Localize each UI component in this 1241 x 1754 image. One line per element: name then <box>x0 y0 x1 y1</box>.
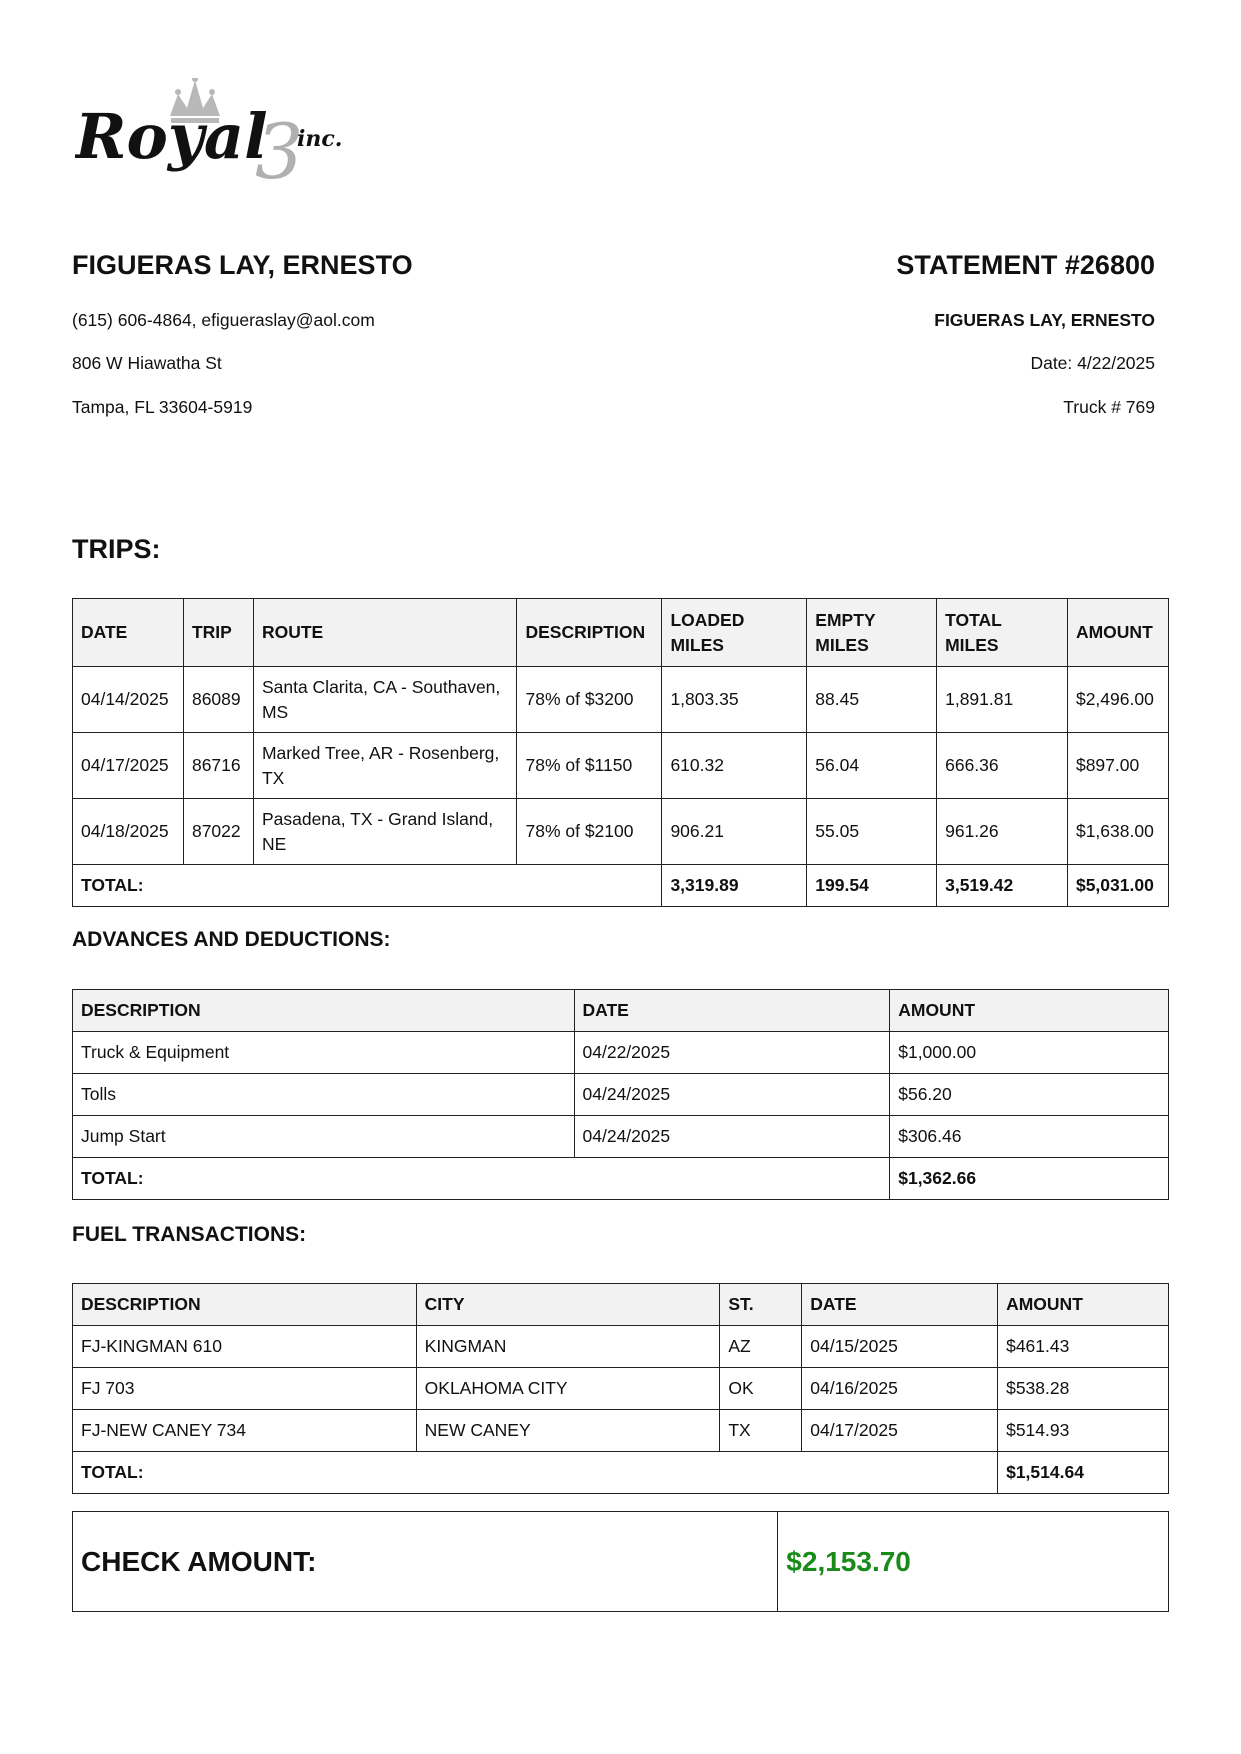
total-amount: $1,362.66 <box>890 1158 1169 1200</box>
cell: KINGMAN <box>416 1326 720 1368</box>
cell: NEW CANEY <box>416 1410 720 1452</box>
total-amount: $1,514.64 <box>998 1452 1169 1494</box>
cell: Jump Start <box>73 1116 575 1158</box>
table-row <box>73 1410 1169 1452</box>
cell: 1,891.81 <box>937 667 1068 733</box>
cell: TX <box>720 1410 802 1452</box>
total-row <box>73 1452 1169 1494</box>
cell: Marked Tree, AR - Rosenberg, TX <box>253 733 517 799</box>
column-header: ST. <box>720 1284 802 1326</box>
svg-text:3: 3 <box>255 107 304 190</box>
table-row <box>73 1116 1169 1158</box>
column-header: EMPTY MILES <box>807 599 937 667</box>
fuel-table <box>72 1283 1169 1494</box>
trips-table <box>72 598 1169 907</box>
statement-date: Date: 4/22/2025 <box>1030 353 1155 373</box>
column-header: DESCRIPTION <box>73 990 575 1032</box>
total-row <box>73 865 1169 907</box>
total-label: TOTAL: <box>73 865 662 907</box>
column-header: TRIP <box>183 599 253 667</box>
advances-heading: ADVANCES AND DEDUCTIONS: <box>72 928 391 951</box>
cell: 610.32 <box>662 733 807 799</box>
cell: OK <box>720 1368 802 1410</box>
check-amount-value: $2,153.70 <box>778 1512 1169 1612</box>
fuel-heading: FUEL TRANSACTIONS: <box>72 1223 307 1246</box>
statement-title: STATEMENT #26800 <box>896 250 1155 280</box>
cell: 78% of $3200 <box>517 667 662 733</box>
advances-table <box>72 989 1169 1200</box>
cell: 04/17/2025 <box>802 1410 998 1452</box>
column-header: DESCRIPTION <box>517 599 662 667</box>
cell: AZ <box>720 1326 802 1368</box>
svg-text:inc.: inc. <box>297 126 343 152</box>
truck-number: Truck # 769 <box>1063 397 1155 417</box>
svg-text:Royal: Royal <box>75 100 268 173</box>
cell: 906.21 <box>662 799 807 865</box>
driver-address-2: Tampa, FL 33604-5919 <box>72 397 253 417</box>
trips-heading: TRIPS: <box>72 534 161 564</box>
cell: 04/24/2025 <box>574 1074 890 1116</box>
column-header: DATE <box>802 1284 998 1326</box>
column-header: AMOUNT <box>1067 599 1168 667</box>
cell: $2,496.00 <box>1067 667 1168 733</box>
column-header: DATE <box>73 599 184 667</box>
total-label: TOTAL: <box>73 1452 998 1494</box>
driver-name: FIGUERAS LAY, ERNESTO <box>72 250 413 280</box>
cell: 1,803.35 <box>662 667 807 733</box>
cell: 04/16/2025 <box>802 1368 998 1410</box>
column-header: DATE <box>574 990 890 1032</box>
cell: $538.28 <box>998 1368 1169 1410</box>
cell: 666.36 <box>937 733 1068 799</box>
column-header: ROUTE <box>253 599 517 667</box>
cell: 04/24/2025 <box>574 1116 890 1158</box>
table-row <box>73 733 1169 799</box>
cell: FJ-NEW CANEY 734 <box>73 1410 417 1452</box>
cell: $306.46 <box>890 1116 1169 1158</box>
cell: 86089 <box>183 667 253 733</box>
table-header-row <box>73 599 1169 667</box>
cell: 78% of $2100 <box>517 799 662 865</box>
total-miles: 3,519.42 <box>937 865 1068 907</box>
cell: OKLAHOMA CITY <box>416 1368 720 1410</box>
table-row <box>73 1074 1169 1116</box>
total-label: TOTAL: <box>73 1158 890 1200</box>
cell: 961.26 <box>937 799 1068 865</box>
cell: 88.45 <box>807 667 937 733</box>
statement-name: FIGUERAS LAY, ERNESTO <box>934 310 1155 330</box>
table-row <box>73 1326 1169 1368</box>
cell: $56.20 <box>890 1074 1169 1116</box>
cell: Tolls <box>73 1074 575 1116</box>
cell: Santa Clarita, CA - Southaven, MS <box>253 667 517 733</box>
table-row <box>73 1368 1169 1410</box>
total-row <box>73 1158 1169 1200</box>
cell: 87022 <box>183 799 253 865</box>
table-row <box>73 799 1169 865</box>
cell: 56.04 <box>807 733 937 799</box>
column-header: DESCRIPTION <box>73 1284 417 1326</box>
cell: 86716 <box>183 733 253 799</box>
column-header: AMOUNT <box>890 990 1169 1032</box>
column-header: CITY <box>416 1284 720 1326</box>
cell: $461.43 <box>998 1326 1169 1368</box>
check-row <box>73 1512 1169 1612</box>
column-header: LOADED MILES <box>662 599 807 667</box>
table-header-row <box>73 1284 1169 1326</box>
cell: $1,000.00 <box>890 1032 1169 1074</box>
cell: 04/14/2025 <box>73 667 184 733</box>
company-logo <box>75 78 385 190</box>
cell: $897.00 <box>1067 733 1168 799</box>
cell: 55.05 <box>807 799 937 865</box>
check-amount-table <box>72 1511 1169 1612</box>
cell: 78% of $1150 <box>517 733 662 799</box>
column-header: AMOUNT <box>998 1284 1169 1326</box>
cell: Pasadena, TX - Grand Island, NE <box>253 799 517 865</box>
cell: FJ-KINGMAN 610 <box>73 1326 417 1368</box>
driver-contact: (615) 606-4864, efigueraslay@aol.com <box>72 310 375 330</box>
cell: 04/15/2025 <box>802 1326 998 1368</box>
total-empty-miles: 199.54 <box>807 865 937 907</box>
table-row <box>73 1032 1169 1074</box>
column-header: TOTAL MILES <box>937 599 1068 667</box>
cell: 04/17/2025 <box>73 733 184 799</box>
cell: FJ 703 <box>73 1368 417 1410</box>
total-amount: $5,031.00 <box>1067 865 1168 907</box>
cell: 04/18/2025 <box>73 799 184 865</box>
cell: 04/22/2025 <box>574 1032 890 1074</box>
table-header-row <box>73 990 1169 1032</box>
table-row <box>73 667 1169 733</box>
cell: $514.93 <box>998 1410 1169 1452</box>
cell: $1,638.00 <box>1067 799 1168 865</box>
cell: Truck & Equipment <box>73 1032 575 1074</box>
total-loaded-miles: 3,319.89 <box>662 865 807 907</box>
driver-address-1: 806 W Hiawatha St <box>72 353 222 373</box>
check-amount-label: CHECK AMOUNT: <box>73 1512 778 1612</box>
